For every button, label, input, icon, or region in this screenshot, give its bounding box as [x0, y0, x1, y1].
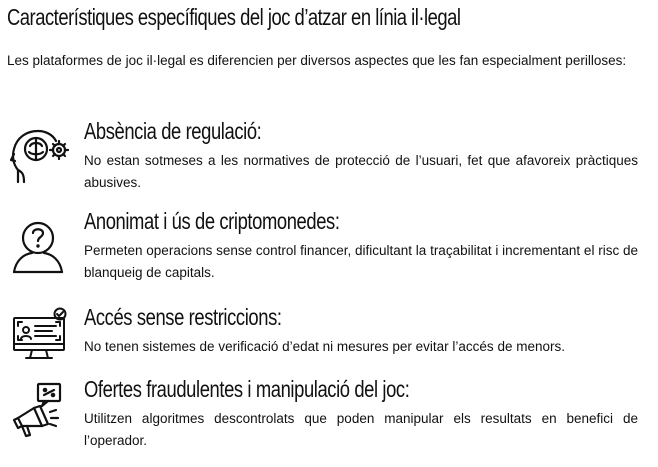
feature-heading: Absència de regulació: — [84, 118, 262, 144]
feature-description: Permeten operacions sense control financer, dificultant la traçabilitat i incrementant el risc de blanqueig de capitals. — [84, 243, 638, 280]
anonymous-user-icon — [10, 216, 74, 280]
brain-gear-icon — [10, 124, 74, 188]
megaphone-alert-icon — [10, 380, 74, 444]
feature-heading: Accés sense restriccions: — [84, 304, 282, 330]
feature-description: No tenen sistemes de verificació d’edat ni mesures per evitar l’accés de menors. — [84, 339, 565, 354]
feature-description: Utilitzen algoritmes descontrolats que poden manipular els resultats en benefici de l’operador. — [84, 411, 638, 448]
feature-heading: Anonimat i ús de criptomonedes: — [84, 208, 340, 234]
page-title: Característiques específiques del joc d’atzar en línia il·legal — [7, 4, 461, 30]
feature-heading: Ofertes fraudulentes i manipulació del joc: — [84, 376, 410, 402]
intro-paragraph: Les plataformes de joc il·legal es diferencien per diversos aspectes que les fan especialment perilloses: — [7, 53, 627, 68]
feature-description: No estan sotmeses a les normatives de protecció de l’usuari, fet que afavoreix pràctiques abusives. — [84, 153, 638, 190]
identity-verification-icon — [10, 308, 74, 372]
